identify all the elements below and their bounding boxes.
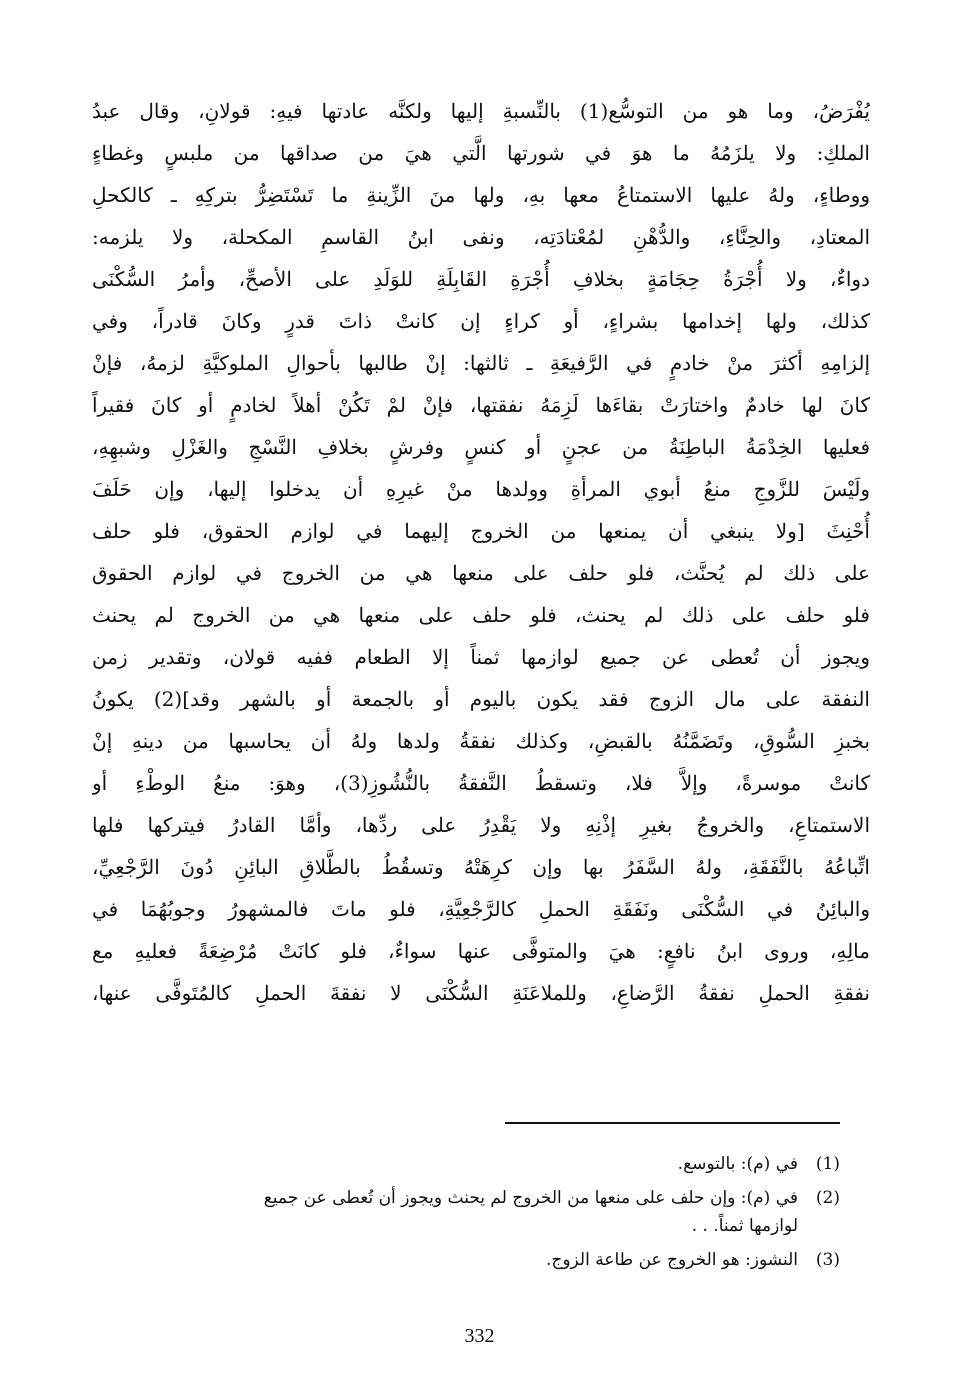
- text-line: الاستمتاعِ، والخروجُ بغيرِ إذْنِهِ ولا يَقْدِرُ على ردِّها، وأمَّا القادرُ فيتركها فلها: [92, 813, 870, 837]
- text-line: النفقة على مال الزوج فقد يكون باليوم أو بالجمعة أو بالشهر وقد](2) يكونُ: [92, 687, 870, 711]
- footnote-number: (1): [815, 1154, 840, 1174]
- footnote-line: النشوز: هو الخروج عن طاعة الزوج.: [545, 1250, 798, 1270]
- text-line: إلزامِهِ أكثرَ منْ خادمٍ في الرَّفيعَةِ ـ ثالثها: إنْ طالبها بأحوالِ الملوكيَّةِ لزمهُ، فإنْ: [92, 351, 870, 375]
- text-line: أُحْنِثَ [ولا ينبغي أن يمنعها من الخروج إليهما في لوازم الحقوق، فلو حلف: [92, 519, 870, 543]
- footnotes-block: [92, 1150, 840, 1280]
- text-line: كانَ لها خادمٌ واختارَتْ بقاءَها لَزِمَهُ نفقتها، فإنْ لمْ تَكُنْ أهلاً لخادمٍ أو كانَ فقيراً: [92, 393, 870, 417]
- text-line: المعتادِ، والحِنَّاءِ، والدُّهْنِ لمُعْتادَتِه، ونفى ابنُ القاسمِ المكحلة، ولا يلزمه:: [92, 225, 870, 249]
- text-line: الملكِ: ولا يلزَمُهُ ما هوَ في شورتها الَّتي هيَ من صداقها من ملبسٍ وغطاءٍ: [92, 141, 870, 165]
- footnote-separator: [505, 1122, 840, 1124]
- text-line: ووطاءٍ، ولهُ عليها الاستمتاعُ معها بهِ، ولها منَ الزِّينةِ ما تَسْتَضِرُّ بتركِهِ ـ كالكحلِ: [92, 183, 870, 207]
- text-line: فلو حلف على ذلك لم يحنث، فلو حلف على منعها هي من الخروج لم يحنث: [92, 603, 870, 627]
- text-line: اتِّباعُهُ بالنَّفَقَةِ، ولهُ السَّفَرُ بها وإن كرِهَتْهُ وتسقُطُ بالطَّلاقِ البائِنِ دُونَ الرَّجْعِيِّ،: [92, 855, 870, 879]
- footnote-number: (3): [815, 1250, 840, 1270]
- text-line: فعليها الخِدْمَةُ الباطِنَةُ من عجنٍ أو كنسٍ وفرشٍ بخلافِ النَّسْجِ والغَزْلِ وشبهِهِ،: [92, 435, 870, 459]
- text-line: كانتْ موسرةً، وإلاَّ فلا، وتسقطُ النَّفقةُ بالنُّشُوزِ(3)، وهوَ: منعُ الوطْءِ أو: [92, 771, 870, 795]
- text-line: دواءٌ، ولا أُجْرَةُ حِجَامَةٍ بخلافِ أُجْرَةِ القَابِلَةِ للوَلَدِ على الأصحِّ، وأمرُ السُّكْنَى: [92, 267, 870, 291]
- text-line: ولَيْسَ للزَّوجِ منعُ أبوي المرأةِ وولدها منْ غيرِهِ أن يدخلوا إليها، وإن حَلَفَ: [92, 477, 870, 501]
- footnote-line: لوازمها ثمناً. . .: [691, 1216, 798, 1236]
- text-line: كذلك، ولها إخدامها بشراءٍ، أو كراءٍ إن كانتْ ذاتَ قدرٍ وكانَ قادراً، وفي: [92, 309, 870, 333]
- footnote-text: [92, 1184, 798, 1240]
- text-line: ويجوز أن تُعطى عن جميع لوازمها ثمناً إلا الطعام ففيه قولان، وتقدير زمن: [92, 645, 870, 669]
- text-line: مالِهِ، وروى ابنُ نافعٍ: هيَ والمتوفَّى عنها سواءٌ، فلو كانَتْ مُرْضِعَةً فعليهِ مع: [92, 939, 870, 963]
- footnote-number: (2): [815, 1188, 840, 1208]
- footnote-item: [92, 1246, 840, 1274]
- footnote-line: في (م): بالتوسع.: [677, 1154, 798, 1174]
- footnote-line: في (م): وإن حلف على منعها من الخروج لم يحنث ويجوز أن تُعطى عن جميع: [263, 1188, 798, 1208]
- text-line: يُفْرَضُ، وما هو من التوسُّع(1) بالنِّسبةِ إليها ولكنَّه عادتها فيهِ: قولانِ، وقال عبدُ: [92, 99, 870, 123]
- text-line: بخبزِ السُّوقِ، وتَضَمَّنُهُ بالقبضِ، وكذلك نفقةُ ولدها ولهُ أن يحاسبها من دينهِ إنْ: [92, 729, 870, 753]
- footnote-item: [92, 1150, 840, 1178]
- text-line: على ذلك لم يُحنَّث، فلو حلف على منعها هي من الخروج في لوازم الحقوق: [92, 561, 870, 585]
- page-number: 332: [464, 1325, 495, 1347]
- footnote-text: [92, 1246, 798, 1274]
- main-text-block: [92, 90, 870, 1014]
- text-line: نفقةِ الحملِ نفقةُ الرَّضاعِ، وللملاعَنَةِ السُّكْنَى لا نفقةَ الحملِ كالمُتَوفَّى عنها،: [92, 981, 870, 1005]
- footnote-item: [92, 1184, 840, 1240]
- footnote-text: [92, 1150, 798, 1178]
- text-line: والبائِنُ في السُّكْنَى ونَفَقَةِ الحملِ كالرَّجْعِيَّةِ، فلو ماتَ فالمشهورُ وجوبُهُمَا في: [92, 897, 870, 921]
